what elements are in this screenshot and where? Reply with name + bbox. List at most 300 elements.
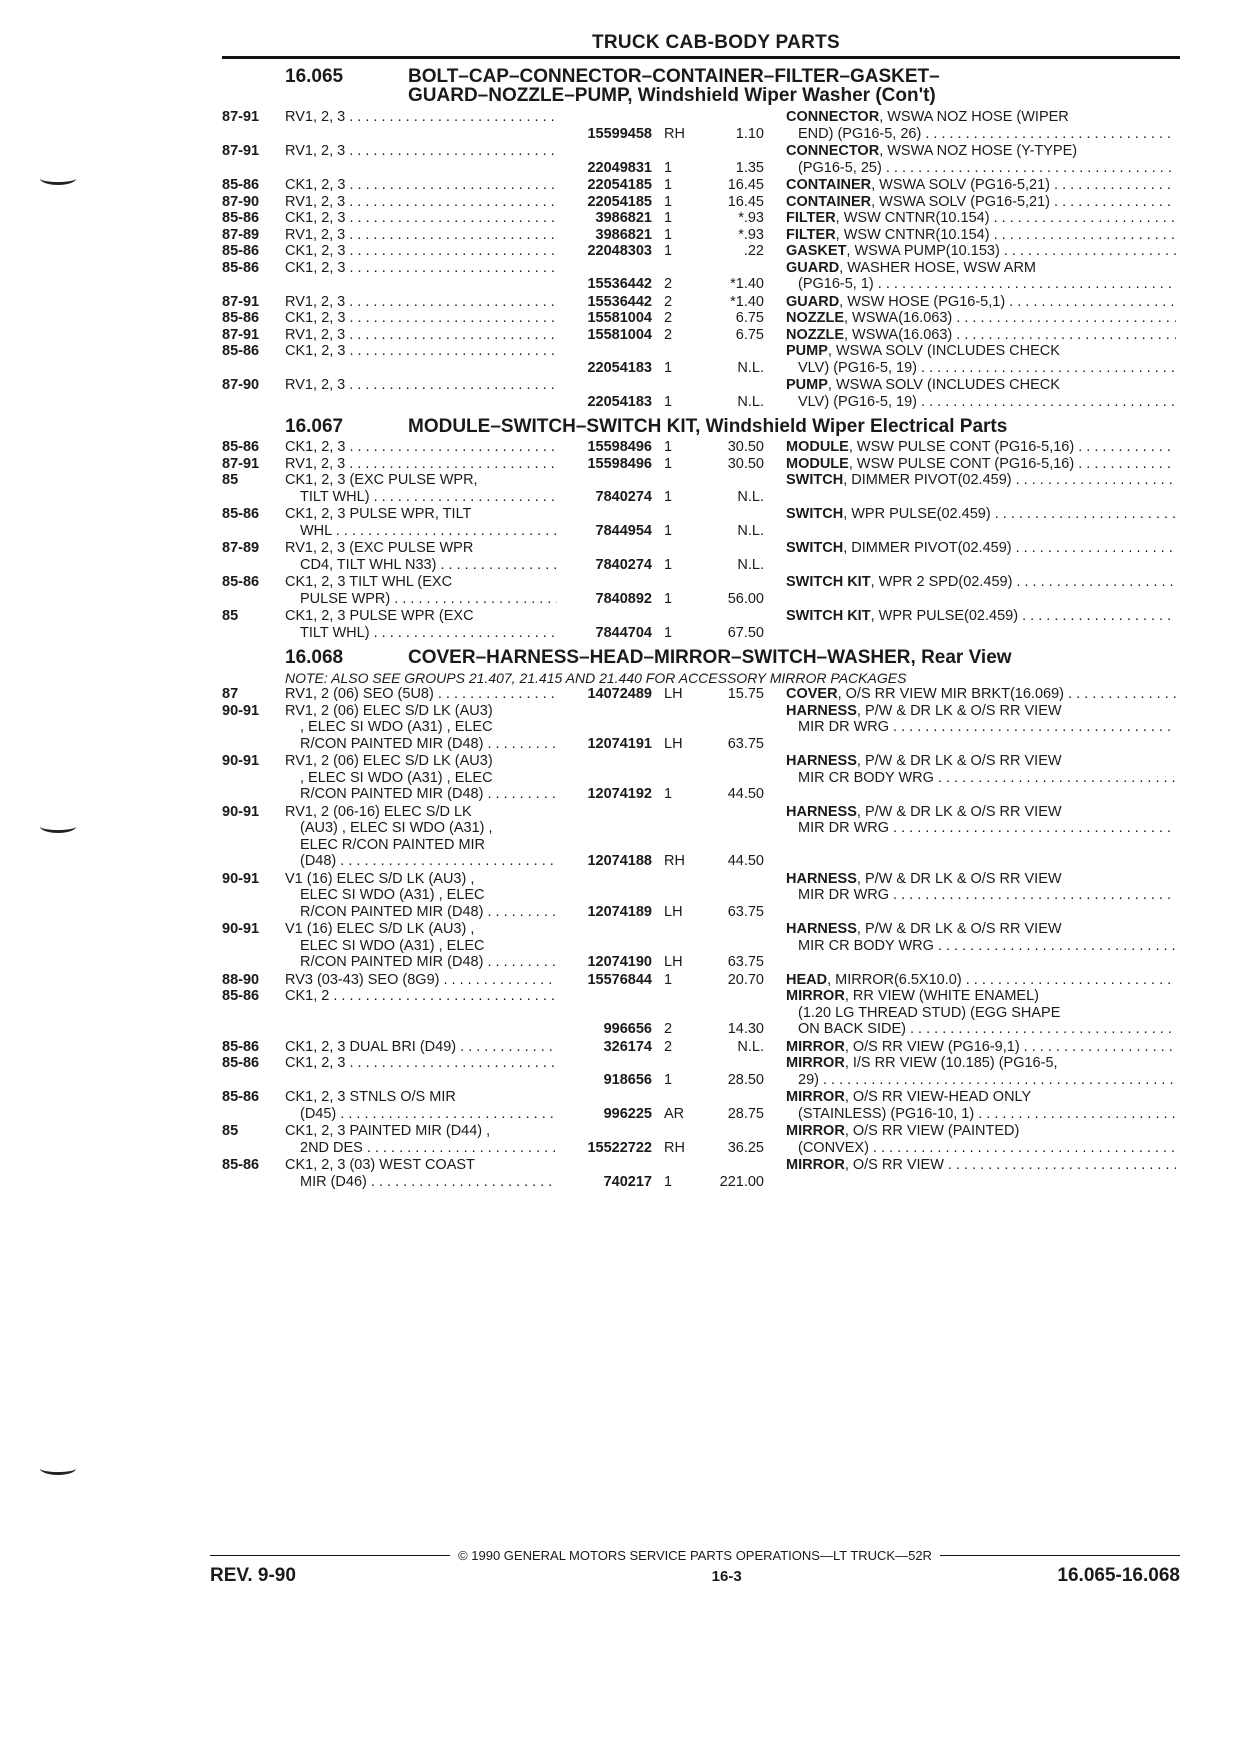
- model-years: 90-91: [222, 870, 260, 887]
- model-line: CK1, 2, 3 DUAL BRI (D49) . . .: [285, 1039, 557, 1056]
- model-line: CK1, 2, 3 . . .: [285, 1055, 557, 1072]
- description-text: , DIMMER PIVOT(02.459) . . .: [843, 472, 1176, 488]
- part-row: [222, 506, 1180, 539]
- part-number: 918656: [603, 1071, 652, 1088]
- list-price: 6.75: [735, 310, 764, 326]
- part-row: [222, 327, 1180, 344]
- description-text: (PG16-5, 25) . . .: [798, 160, 1176, 176]
- part-noun: SWITCH: [786, 506, 844, 522]
- part-row: [222, 1089, 1180, 1122]
- model-line: ELEC R/CON PAINTED MIR: [300, 836, 486, 853]
- quantity: 1: [664, 522, 673, 539]
- quantity: 1: [664, 455, 673, 472]
- part-description: [764, 310, 1176, 327]
- quantity: 1: [664, 1173, 673, 1190]
- part-noun: HARNESS: [786, 803, 857, 820]
- model-application: [285, 871, 557, 921]
- description-line: [786, 1005, 1176, 1022]
- model-application: [285, 753, 557, 803]
- revision-label: REV. 9-90: [210, 1565, 296, 1586]
- list-price: 30.50: [727, 439, 764, 455]
- description-line: [786, 988, 1176, 1005]
- part-description: [764, 377, 1176, 410]
- part-description: [764, 109, 1176, 142]
- model-years: 87-91: [222, 143, 260, 159]
- part-noun: HARNESS: [786, 921, 857, 937]
- part-number: 22049831: [587, 159, 652, 176]
- quantity: 2: [664, 276, 673, 292]
- quantity: 1: [664, 439, 673, 455]
- copyright-text: © 1990 GENERAL MOTORS SERVICE PARTS OPERATIONS—LT TRUCK—52R: [458, 1548, 932, 1563]
- model-application: [285, 804, 557, 870]
- model-application: [285, 294, 557, 311]
- description-line: [786, 804, 1176, 821]
- part-noun: SWITCH: [786, 472, 844, 488]
- quantity: 2: [664, 326, 673, 343]
- part-row: [222, 294, 1180, 311]
- description-line: [786, 921, 1176, 938]
- part-noun: MIRROR: [786, 1055, 845, 1071]
- quantity: AR: [664, 1105, 685, 1122]
- part-row: [222, 109, 1180, 142]
- model-line: ELEC SI WDO (A31) , ELEC: [300, 937, 485, 954]
- model-line: CK1, 2, 3 PULSE WPR, TILT: [285, 506, 472, 522]
- part-number: 12074190: [587, 954, 652, 970]
- description-line: [786, 1021, 1176, 1038]
- model-line: V1 (16) ELEC S/D LK (AU3) ,: [285, 870, 475, 887]
- model-application: [285, 1055, 557, 1088]
- quantity: 1: [664, 177, 673, 193]
- model-line: CK1, 2, 3 TILT WHL (EXC: [285, 574, 453, 590]
- description-line: [786, 938, 1176, 955]
- description-text: ON BACK SIDE) . . .: [798, 1021, 1176, 1037]
- model-years: 85-86: [222, 1038, 260, 1055]
- part-description: [764, 1123, 1176, 1156]
- model-line: (D48) . . .: [285, 853, 557, 870]
- part-noun: NOZZLE: [786, 326, 844, 343]
- model-line: CK1, 2, 3 PAINTED MIR (D44) ,: [285, 1123, 491, 1139]
- part-description: [764, 1089, 1176, 1122]
- model-years: 87-91: [222, 293, 260, 310]
- quantity: LH: [664, 954, 683, 970]
- quantity: RH: [664, 125, 685, 142]
- description-line: [786, 871, 1176, 888]
- quantity: 2: [664, 293, 673, 310]
- description-line: [786, 177, 1176, 194]
- model-years: 87-90: [222, 377, 260, 393]
- list-price: *.93: [738, 226, 764, 243]
- model-line: CK1, 2, 3 . . .: [285, 343, 557, 360]
- model-line: CK1, 2, 3 . . .: [285, 310, 557, 327]
- part-number: 7844954: [595, 522, 652, 539]
- description-text: , WSWA SOLV (PG16-5,21) . . .: [871, 177, 1176, 193]
- model-years: 85-86: [222, 988, 260, 1004]
- list-price: .22: [743, 243, 764, 259]
- description-line: [786, 327, 1176, 344]
- binder-hole-mark: [40, 820, 76, 833]
- description-line: [786, 506, 1176, 523]
- model-application: [285, 1039, 557, 1056]
- description-text: MIR CR BODY WRG . . .: [798, 770, 1176, 786]
- part-number: 15576844: [587, 971, 652, 988]
- part-noun: COVER: [786, 686, 838, 702]
- description-line: [786, 456, 1176, 473]
- list-price: 20.70: [727, 971, 764, 988]
- part-row: [222, 921, 1180, 971]
- model-application: [285, 972, 557, 989]
- model-line: (D45) . . .: [285, 1106, 557, 1123]
- model-years: 87: [222, 686, 239, 702]
- model-line: CK1, 2, 3 . . .: [285, 210, 557, 227]
- quantity: RH: [664, 1139, 685, 1156]
- model-line: TILT WHL) . . .: [285, 489, 557, 506]
- list-price: 221.00: [719, 1173, 764, 1190]
- part-number: 7840892: [595, 590, 652, 607]
- part-number: 12074189: [587, 903, 652, 920]
- list-price: 16.45: [727, 193, 764, 210]
- part-row: [222, 1055, 1180, 1088]
- description-text: END) (PG16-5, 26) . . .: [798, 126, 1176, 142]
- list-price: 28.50: [727, 1071, 764, 1088]
- model-years: 85-86: [222, 1157, 260, 1173]
- quantity: 2: [664, 310, 673, 326]
- part-number: 3986821: [595, 226, 652, 243]
- part-description: [764, 804, 1176, 870]
- description-line: [786, 1072, 1176, 1089]
- model-application: [285, 143, 557, 176]
- model-line: RV1, 2, 3 . . .: [285, 456, 557, 473]
- description-text: MIR DR WRG . . .: [798, 820, 1176, 836]
- model-years: 85-86: [222, 243, 260, 259]
- description-line: [786, 227, 1176, 244]
- model-application: [285, 210, 557, 227]
- model-years: 87-91: [222, 455, 260, 472]
- quantity: 1: [664, 159, 673, 176]
- model-application: [285, 686, 557, 703]
- quantity: 1: [664, 556, 673, 573]
- part-row: [222, 377, 1180, 410]
- part-noun: MODULE: [786, 439, 849, 455]
- part-description: [764, 574, 1176, 607]
- description-text: , P/W & DR LK & O/S RR VIEW: [856, 803, 1062, 820]
- description-text: , WSW PULSE CONT (PG16-5,16) . . .: [849, 456, 1176, 472]
- list-price: 63.75: [727, 954, 764, 970]
- list-price: 63.75: [727, 903, 764, 920]
- part-number: 12074192: [587, 786, 652, 802]
- description-text: , WSW PULSE CONT (PG16-5,16) . . .: [849, 439, 1176, 455]
- part-noun: PUMP: [786, 377, 828, 393]
- part-row: [222, 871, 1180, 921]
- quantity: 1: [664, 590, 673, 607]
- group-title: [408, 648, 1180, 667]
- description-text: , WSWA NOZ HOSE (Y-TYPE): [879, 143, 1078, 159]
- model-application: [285, 439, 557, 456]
- model-line: RV1, 2, 3 . . .: [285, 143, 557, 160]
- description-text: , WSWA SOLV (INCLUDES CHECK: [827, 343, 1060, 359]
- description-line: [786, 686, 1176, 703]
- model-application: [285, 608, 557, 641]
- part-row: [222, 574, 1180, 607]
- model-line: CD4, TILT WHL N33) . . .: [285, 557, 557, 574]
- list-price: 28.75: [727, 1105, 764, 1122]
- model-years: 85-86: [222, 343, 260, 359]
- part-description: [764, 260, 1176, 293]
- part-number: 996656: [603, 1021, 652, 1037]
- part-row: [222, 343, 1180, 376]
- model-line: TILT WHL) . . .: [285, 625, 557, 642]
- model-line: RV3 (03-43) SEO (8G9) . . .: [285, 972, 557, 989]
- model-application: [285, 472, 557, 505]
- model-years: 85-86: [222, 310, 260, 326]
- group-heading: [222, 67, 1180, 105]
- description-line: [786, 753, 1176, 770]
- group-heading: [222, 417, 1180, 436]
- description-line: [786, 294, 1176, 311]
- description-line: [786, 343, 1176, 360]
- description-line: [786, 360, 1176, 377]
- model-application: [285, 703, 557, 753]
- part-number: 15598496: [587, 439, 652, 455]
- part-description: [764, 540, 1176, 573]
- part-row: [222, 988, 1180, 1038]
- list-price: 14.30: [727, 1021, 764, 1037]
- part-row: [222, 194, 1180, 211]
- part-number: 22054185: [587, 177, 652, 193]
- quantity: LH: [664, 903, 683, 920]
- part-noun: FILTER: [786, 226, 836, 243]
- model-application: [285, 1123, 557, 1156]
- part-noun: GUARD: [786, 293, 840, 310]
- model-years: 85-86: [222, 574, 260, 590]
- part-row: [222, 227, 1180, 244]
- part-description: [764, 177, 1176, 194]
- part-description: [764, 343, 1176, 376]
- model-years: 87-91: [222, 109, 260, 125]
- list-price: N.L.: [737, 359, 764, 376]
- quantity: 2: [664, 1021, 673, 1037]
- model-years: 85-86: [222, 1055, 260, 1071]
- part-row: [222, 243, 1180, 260]
- model-line: R/CON PAINTED MIR (D48) . . .: [285, 904, 557, 921]
- model-years: 85: [222, 608, 239, 624]
- part-row: [222, 686, 1180, 703]
- model-application: [285, 310, 557, 327]
- description-text: VLV) (PG16-5, 19) . . .: [798, 360, 1176, 376]
- description-line: [786, 143, 1176, 160]
- list-price: 44.50: [727, 853, 764, 869]
- model-line: RV1, 2, 3 . . .: [285, 109, 557, 126]
- description-text: VLV) (PG16-5, 19) . . .: [798, 394, 1176, 410]
- model-years: 85-86: [222, 506, 260, 522]
- description-line: [786, 210, 1176, 227]
- description-line: [786, 820, 1176, 837]
- list-price: 36.25: [727, 1139, 764, 1156]
- description-text: (1.20 LG THREAD STUD) (EGG SHAPE: [798, 1004, 1061, 1021]
- list-price: 1.10: [735, 125, 764, 142]
- part-row: [222, 177, 1180, 194]
- model-application: [285, 109, 557, 142]
- model-application: [285, 194, 557, 211]
- part-number: 15536442: [587, 276, 652, 292]
- model-application: [285, 260, 557, 293]
- part-description: [764, 227, 1176, 244]
- model-line: , ELEC SI WDO (A31) , ELEC: [300, 769, 493, 786]
- list-price: 44.50: [727, 786, 764, 802]
- part-noun: MIRROR: [786, 1089, 845, 1105]
- part-noun: HARNESS: [786, 870, 857, 887]
- model-line: CK1, 2, 3 (EXC PULSE WPR,: [285, 472, 478, 488]
- list-price: *1.40: [730, 276, 764, 292]
- model-line: CK1, 2, 3 PULSE WPR (EXC: [285, 608, 474, 624]
- quantity: RH: [664, 853, 685, 869]
- model-application: [285, 1089, 557, 1122]
- model-line: WHL . . .: [285, 523, 557, 540]
- list-price: N.L.: [737, 1038, 764, 1055]
- quantity: 1: [664, 624, 673, 641]
- part-number: 22054183: [587, 359, 652, 376]
- description-text: , O/S RR VIEW-HEAD ONLY: [844, 1089, 1032, 1105]
- part-number: 14072489: [587, 686, 652, 702]
- description-line: [786, 394, 1176, 411]
- model-application: [285, 1157, 557, 1190]
- part-description: [764, 686, 1176, 703]
- part-noun: PUMP: [786, 343, 828, 359]
- model-years: 87-90: [222, 193, 260, 210]
- quantity: 1: [664, 1071, 673, 1088]
- model-application: [285, 988, 557, 1038]
- model-line: CK1, 2, 3 . . .: [285, 243, 557, 260]
- model-years: 85-86: [222, 1089, 260, 1105]
- part-number: 326174: [603, 1038, 652, 1055]
- model-years: 85-86: [222, 210, 260, 226]
- part-noun: NOZZLE: [786, 310, 844, 326]
- part-row: [222, 210, 1180, 227]
- description-line: [786, 703, 1176, 720]
- description-text: , WPR PULSE(02.459) . . .: [871, 608, 1176, 624]
- part-description: [764, 194, 1176, 211]
- description-text: , O/S RR VIEW (PG16-9,1) . . .: [845, 1039, 1176, 1055]
- part-description: [764, 608, 1176, 641]
- description-text: , P/W & DR LK & O/S RR VIEW: [856, 702, 1062, 719]
- group-range: 16.065-16.068: [1057, 1565, 1180, 1586]
- part-row: [222, 1123, 1180, 1156]
- model-years: 88-90: [222, 971, 260, 988]
- description-text: , P/W & DR LK & O/S RR VIEW: [856, 870, 1062, 887]
- part-noun: FILTER: [786, 210, 836, 226]
- model-line: (AU3) , ELEC SI WDO (A31) ,: [300, 820, 493, 836]
- model-years: 90-91: [222, 702, 260, 719]
- list-price: 16.45: [727, 177, 764, 193]
- model-line: R/CON PAINTED MIR (D48) . . .: [285, 736, 557, 753]
- page-number: 16-3: [711, 1568, 742, 1585]
- model-years: 90-91: [222, 803, 260, 820]
- list-price: 15.75: [727, 686, 764, 702]
- description-text: , I/S RR VIEW (10.185) (PG16-5,: [844, 1055, 1058, 1071]
- model-years: 87-91: [222, 326, 260, 343]
- model-line: R/CON PAINTED MIR (D48) . . .: [285, 786, 557, 803]
- description-text: , RR VIEW (WHITE ENAMEL): [844, 988, 1039, 1004]
- part-noun: SWITCH KIT: [786, 574, 871, 590]
- model-years: 85: [222, 472, 239, 488]
- part-description: [764, 871, 1176, 921]
- catalog-page: [222, 30, 1180, 1191]
- part-row: [222, 804, 1180, 870]
- list-price: N.L.: [737, 522, 764, 539]
- page-header-title: TRUCK CAB-BODY PARTS: [591, 32, 841, 53]
- description-text: , WSWA SOLV (PG16-5,21) . . .: [871, 194, 1176, 210]
- quantity: 1: [664, 226, 673, 243]
- model-line: RV1, 2, 3 (EXC PULSE WPR: [285, 540, 474, 556]
- group-number: 16.067: [285, 416, 344, 437]
- part-row: [222, 472, 1180, 505]
- quantity: 1: [664, 488, 673, 505]
- part-description: [764, 988, 1176, 1038]
- row-spacer: [222, 1190, 1180, 1191]
- group-number: 16.065: [285, 66, 344, 87]
- model-years: 90-91: [222, 753, 260, 769]
- quantity: LH: [664, 686, 683, 702]
- description-line: [786, 1039, 1176, 1056]
- description-text: , WSWA(16.063) . . .: [844, 310, 1176, 326]
- description-line: [786, 126, 1176, 143]
- model-line: RV1, 2, 3 . . .: [285, 377, 557, 394]
- model-application: [285, 456, 557, 473]
- part-noun: GASKET: [786, 243, 847, 259]
- list-price: N.L.: [737, 488, 764, 505]
- part-noun: HARNESS: [786, 753, 857, 769]
- part-description: [764, 143, 1176, 176]
- model-line: RV1, 2 (06) ELEC S/D LK (AU3): [285, 753, 493, 769]
- description-text: , WSW CNTNR(10.154) . . .: [836, 210, 1176, 226]
- description-text: , WSWA NOZ HOSE (WIPER: [879, 109, 1069, 125]
- description-line: [786, 770, 1176, 787]
- description-text: MIR DR WRG . . .: [798, 719, 1176, 735]
- part-row: [222, 143, 1180, 176]
- row-spacer: [222, 410, 1180, 411]
- description-line: [786, 574, 1176, 591]
- group-title: [408, 67, 1180, 105]
- description-text: , P/W & DR LK & O/S RR VIEW: [856, 753, 1062, 769]
- part-number: 7844704: [595, 624, 652, 641]
- description-text: , WPR PULSE(02.459) . . .: [843, 506, 1176, 522]
- model-line: CK1, 2, 3 (03) WEST COAST: [285, 1157, 475, 1173]
- part-row: [222, 456, 1180, 473]
- model-application: [285, 540, 557, 573]
- model-years: 87-89: [222, 540, 260, 556]
- group-title-line: BOLT–CAP–CONNECTOR–CONTAINER–FILTER–GASKET–: [408, 66, 940, 87]
- quantity: LH: [664, 735, 683, 752]
- part-noun: SWITCH KIT: [786, 608, 871, 624]
- model-line: R/CON PAINTED MIR (D48) . . .: [285, 954, 557, 971]
- description-text: , O/S RR VIEW MIR BRKT(16.069) . . .: [838, 686, 1176, 702]
- model-years: 87-89: [222, 226, 260, 243]
- part-row: [222, 1157, 1180, 1190]
- part-row: [222, 540, 1180, 573]
- group-heading: [222, 648, 1180, 667]
- part-description: [764, 472, 1176, 505]
- part-number: 15522722: [587, 1139, 652, 1156]
- description-text: , P/W & DR LK & O/S RR VIEW: [856, 921, 1062, 937]
- part-row: [222, 260, 1180, 293]
- model-years: 85-86: [222, 439, 260, 455]
- model-application: [285, 574, 557, 607]
- part-number: 22054185: [587, 193, 652, 210]
- part-description: [764, 703, 1176, 753]
- row-spacer: [222, 641, 1180, 642]
- quantity: 1: [664, 210, 673, 226]
- part-number: 7840274: [595, 556, 652, 573]
- part-noun: HEAD: [786, 971, 828, 988]
